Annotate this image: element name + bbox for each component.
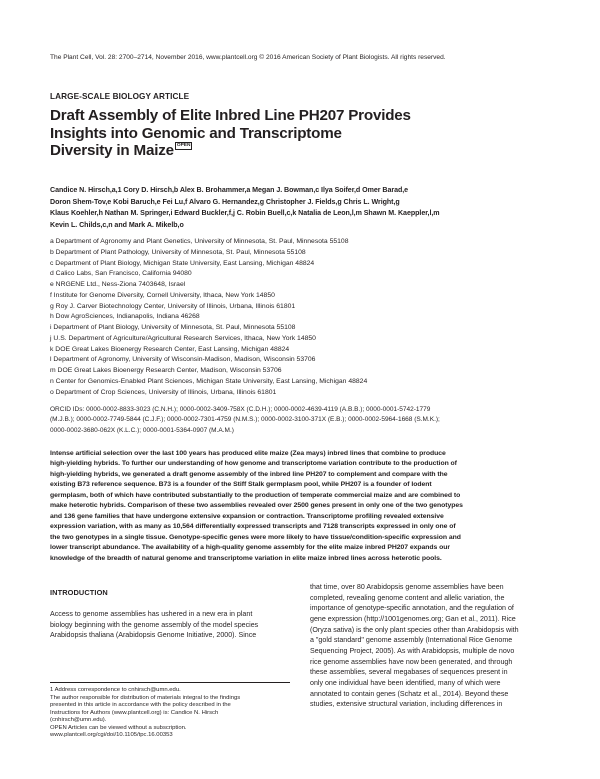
affiliation-item: j U.S. Department of Agriculture/Agricultural Research Services, Ithaca, New York 14850 [50,334,316,342]
orcid-line: 0000-0002-3680-062X (K.L.C.); 0000-0001-5364-0907 (M.A.M.) [50,426,234,434]
body-line: these assemblies, several megabases of sequences present in [310,668,508,677]
introduction-left-column [50,588,290,641]
affiliation-list [50,237,555,398]
affiliation-item: a Department of Agronomy and Plant Genetics, University of Minnesota, St. Paul, Minnesota 55108 [50,238,349,245]
footnote-line: OPEN Articles can be viewed without a subscription. [50,724,187,731]
author-line: Doron Shem-Tov,e Kobi Baruch,e Fei Lu,f Alvaro G. Hernandez,g Christopher J. Fields,g Chris L. Wright,g [50,197,400,206]
orcid-ids [50,405,555,436]
affiliation-item: c Department of Plant Biology, Michigan State University, East Lansing, Michigan 48824 [50,259,315,267]
author-list [50,185,555,231]
affiliation-item: n Center for Genomics-Enabled Plant Sciences, Michigan State University, East Lansing, Michigan 48824 [50,377,368,385]
affiliation-item: f Institute for Genome Diversity, Cornell University, Ithaca, New York 14850 [50,291,275,299]
body-line: Arabidopsis thaliana (Arabidopsis Genome Initiative, 2000). Since [50,631,257,640]
abstract-line: germplasm, both of which have contributed substantially to the production of temperate commercial maize and are combined to [50,491,461,499]
footnote-line: The author responsible for distribution of materials integral to the findings [50,694,241,701]
section-label: LARGE-SCALE BIOLOGY ARTICLE [50,92,190,101]
doi-link[interactable]: www.plantcell.org/cgi/doi/10.1105/tpc.16.00353 [50,732,173,739]
body-line: Access to genome assemblies has ushered in a new era in plant [50,610,253,618]
body-line: biology beginning with the genome assembly of the model species [50,620,259,629]
affiliation-item: g Roy J. Carver Biotechnology Center, University of Illinois, Urbana, Illinois 61801 [50,302,296,310]
abstract-line: lower transcript abundance. The availability of a high-quality genome assembly for the elite maize inbred PH207 expands our [50,544,451,552]
body-line: that time, over 80 Arabidopsis genome assemblies have been [310,583,504,591]
author-line: Kevin L. Childs,c,n and Mark A. Mikelb,o [50,220,184,229]
footnote-line: presented in this article in accordance with the policy described in the [50,702,231,709]
abstract-line: knowledge of the breadth of natural genome and transcriptome variation in elite maize inbred lines across heterotic pools. [50,554,442,562]
affiliation-item: h Dow AgroSciences, Indianapolis, Indiana 46268 [50,313,200,321]
body-line: completed, revealing genome content and allelic variation, the [310,593,505,602]
abstract-line: existing B73 reference sequence. B73 is a founder of the Stiff Stalk germplasm pool, while PH207 is a founder of Iodent [50,481,432,489]
introduction-continued-text [310,582,560,710]
affiliation-item: o Department of Crop Sciences, University of Illinois, Urbana, Illinois 61801 [50,388,277,396]
introduction-heading: INTRODUCTION [50,588,108,597]
footnote-line: 1 Address correspondence to cnhirsch@umn.edu. [50,687,181,693]
introduction-text [50,609,290,641]
affiliation-item: b Department of Plant Pathology, University of Minnesota, St. Paul, Minnesota 55108 [50,248,306,256]
orcid-line: ORCID IDs: 0000-0002-8833-3023 (C.N.H.); 0000-0002-3409-758X (C.D.H.); 0000-0002-4639-4119 (A.B.B.); 0000-0001-5742-1779 [50,406,431,413]
affiliation-item: l Department of Agronomy, University of Wisconsin-Madison, Madison, Wisconsin 53706 [50,356,316,364]
body-line: a "gold standard" genome assembly (International Rice Genome [310,636,513,645]
article-title [50,107,410,160]
abstract-line: high-yielding hybrids. To further our understanding of how genome and transcriptome variation contribute to the production of [50,460,457,468]
body-line: Sequencing Project, 2005). As with Arabidopsis, multiple de novo [310,646,515,655]
body-line: studies, extensive structural variation, including differences in [310,700,503,709]
body-line: rice genome assemblies have now been generated, and through [310,657,513,666]
author-line: Candice N. Hirsch,a,1 Cory D. Hirsch,b Alex B. Brohammer,a Megan J. Bowman,c Ilya Soifer,d Omer Barad,e [50,186,409,194]
title-line: Draft Assembly of Elite Inbred Line PH207 Provides [50,107,411,124]
abstract-line: and 136 gene families that have undergone extensive expansion or contraction. Transcriptome profiling revealed extensive [50,512,444,520]
abstract-line: the two genotypes in a single tissue. Genotype-specific genes were more likely to have tissue/condition-specific expression and [50,533,461,541]
affiliation-item: e NRGENE Ltd., Ness-Ziona 7403648, Israel [50,281,186,288]
title-line [50,142,410,160]
body-line: importance of genotype-specific annotation, and the regulation of [310,604,514,613]
journal-citation: The Plant Cell, Vol. 28: 2700–2714, November 2016, www.plantcell.org © 2016 American Society of Plant Biologists. All rights reserved. [50,54,446,61]
footnote-line: Instructions for Authors (www.plantcell.org) is: Candice N. Hirsch [50,709,219,716]
body-line: gene expression (http://1001genomes.org; Gan et al., 2011). Rice [310,614,516,623]
abstract-line: Intense artificial selection over the last 100 years has produced elite maize (Zea mays) inbred lines that combine to produce [50,450,446,457]
orcid-line: (M.J.B.); 0000-0002-7749-5844 (C.J.F.); 0000-0002-7301-4759 (N.M.S.); 0000-0002-3100-371X (E.B.); 0000-0002-5964-1668 (S.M.K.); [50,416,440,424]
affiliation-item: i Department of Plant Biology, University of Minnesota, St. Paul, Minnesota 55108 [50,324,296,331]
abstract-line: make heterotic hybrids. Comparison of these two assemblies revealed over 2500 genes present in only one of the two genotypes [50,502,463,510]
abstract [50,449,560,564]
body-line: only one individual have been identified, many of which were [310,678,501,687]
body-line: (Oryza sativa) is the only plant species other than Arabidopsis with [310,625,519,634]
introduction-right-column [310,582,560,710]
footnotes [50,682,290,740]
body-line: annotated to contain genes (Schatz et al., 2014). Beyond these [310,689,509,698]
footnote-line: (cnhirsch@umn.edu). [50,717,107,724]
affiliation-item: d Calico Labs, San Francisco, California 94080 [50,270,192,278]
author-line: Klaus Koehler,h Nathan M. Springer,i Edward Buckler,f,j C. Robin Buell,c,k Natalia de Leon,l,m Shawn M. Kaeppler,l,m [50,209,440,218]
abstract-line: high-yielding hybrids, we generated a draft genome assembly of the inbred line PH207 to complement and compare with the [50,470,448,478]
title-line-text: Diversity in Maize [50,142,174,159]
affiliation-item: m DOE Great Lakes Bioenergy Research Center, Madison, Wisconsin 53706 [50,367,282,374]
title-line: Insights into Genomic and Transcriptome [50,124,342,142]
open-access-badge: OPEN [176,143,191,148]
abstract-line: expression variation, with as many as 10,564 differentially expressed transcripts and 7128 transcripts expressed in only one of [50,523,456,531]
affiliation-item: k DOE Great Lakes Bioenergy Research Center, East Lansing, Michigan 48824 [50,345,290,353]
